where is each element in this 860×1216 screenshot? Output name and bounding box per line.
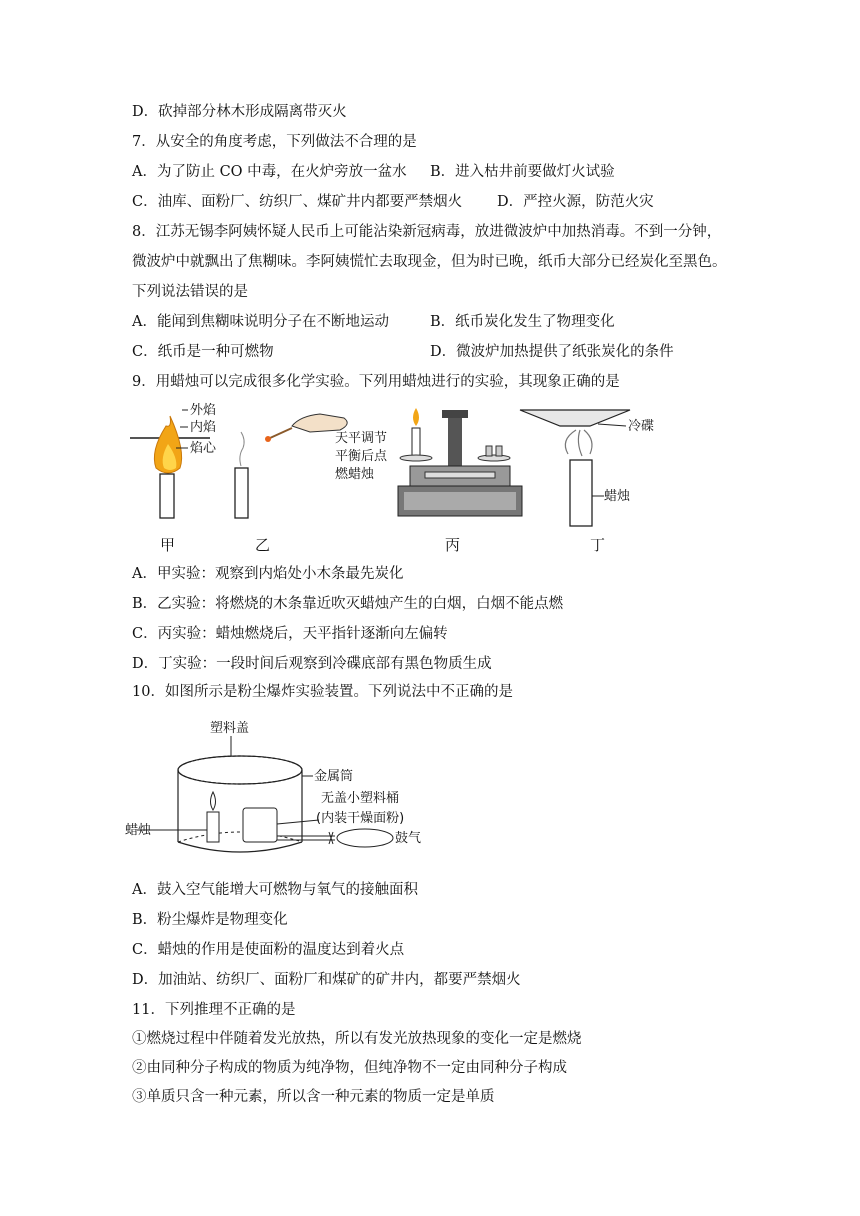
question-9: 9．用蜡烛可以完成很多化学实验。下列用蜡烛进行的实验，其现象正确的是 — [132, 374, 620, 390]
q11-statement-1: ①燃烧过程中伴随着发光放热，所以有发光放热现象的变化一定是燃烧 — [132, 1031, 582, 1047]
figure-9-candle-experiments — [120, 396, 680, 556]
q7-option-a: A．为了防止 CO 中毒，在火炉旁放一盆水 — [132, 164, 407, 180]
jia-outer-flame-label: 外焰 — [190, 403, 217, 418]
q8-option-d: D．微波炉加热提供了纸张炭化的条件 — [430, 344, 674, 360]
question-8-line1: 8．江苏无锡李阿姨怀疑人民币上可能沾染新冠病毒，放进微波炉中加热消毒。不到一分钟， — [132, 224, 722, 240]
caption-ding: 丁 — [590, 536, 606, 554]
q7-option-b: B．进入枯井前要做灯火试验 — [430, 164, 615, 180]
blow-air-label: 鼓气 — [395, 831, 422, 846]
metal-can-label: 金属筒 — [314, 769, 354, 784]
fig9-yi — [235, 414, 347, 518]
question-11: 11．下列推理不正确的是 — [132, 1002, 296, 1018]
q10-option-c: C．蜡烛的作用是使面粉的温度达到着火点 — [132, 942, 405, 958]
fig9-jia — [130, 402, 217, 518]
question-8-line2: 微波炉中就飘出了焦糊味。李阿姨慌忙去取现金，但为时已晚，纸币大部分已经炭化至黑色。 — [132, 254, 727, 270]
option-d-previous: D．砍掉部分林木形成隔离带灭火 — [132, 104, 347, 120]
q10-option-a: A．鼓入空气能增大可燃物与氧气的接触面积 — [132, 882, 418, 898]
ding-candle-label: 蜡烛 — [604, 489, 631, 504]
q9-option-b: B．乙实验：将燃烧的木条靠近吹灭蜡烛产生的白烟，白烟不能点燃 — [132, 596, 564, 612]
q11-statement-2: ②由同种分子构成的物质为纯净物，但纯净物不一定由同种分子构成 — [132, 1060, 567, 1076]
ding-cold-dish-label: 冷碟 — [628, 419, 655, 434]
q8-option-b: B．纸币炭化发生了物理变化 — [430, 314, 615, 330]
question-8-line3: 下列说法错误的是 — [132, 284, 248, 300]
fig9-bing — [335, 408, 522, 516]
bing-label-line2: 平衡后点 — [335, 449, 388, 464]
q10-option-d: D．加油站、纺织厂、面粉厂和煤矿的矿井内，都要严禁烟火 — [132, 972, 521, 988]
bucket-label-line1: 无盖小塑料桶 — [321, 791, 400, 806]
question-7: 7．从安全的角度考虑，下列做法不合理的是 — [132, 134, 417, 150]
bing-label-line3: 燃蜡烛 — [335, 467, 375, 482]
bucket-label-line2: (内装干燥面粉) — [316, 811, 405, 826]
q9-option-a: A．甲实验：观察到内焰处小木条最先炭化 — [132, 566, 404, 582]
lid-label: 塑料盖 — [210, 721, 250, 736]
q8-option-c: C．纸币是一种可燃物 — [132, 344, 274, 360]
figure-10-dust-explosion-apparatus — [125, 712, 485, 872]
q9-option-d: D．丁实验：一段时间后观察到冷碟底部有黑色物质生成 — [132, 656, 492, 672]
q11-statement-3: ③单质只含一种元素，所以含一种元素的物质一定是单质 — [132, 1089, 495, 1105]
q9-option-c: C．丙实验：蜡烛燃烧后，天平指针逐渐向左偏转 — [132, 626, 448, 642]
question-10: 10．如图所示是粉尘爆炸实验装置。下列说法中不正确的是 — [132, 684, 513, 700]
jia-flame-core-label: 焰心 — [190, 441, 217, 456]
q7-option-c: C．油库、面粉厂、纺织厂、煤矿井内都要严禁烟火 — [132, 194, 463, 210]
q7-option-d: D．严控火源，防范火灾 — [497, 194, 654, 210]
caption-yi: 乙 — [255, 536, 271, 554]
caption-bing: 丙 — [445, 536, 461, 554]
q8-option-a: A．能闻到焦糊味说明分子在不断地运动 — [132, 314, 389, 330]
candle-label: 蜡烛 — [125, 823, 152, 838]
caption-jia: 甲 — [160, 536, 176, 554]
fig9-ding — [520, 410, 654, 526]
q10-option-b: B．粉尘爆炸是物理变化 — [132, 912, 288, 928]
bing-label-line1: 天平调节 — [335, 431, 388, 446]
jia-inner-flame-label: 内焰 — [190, 420, 217, 435]
